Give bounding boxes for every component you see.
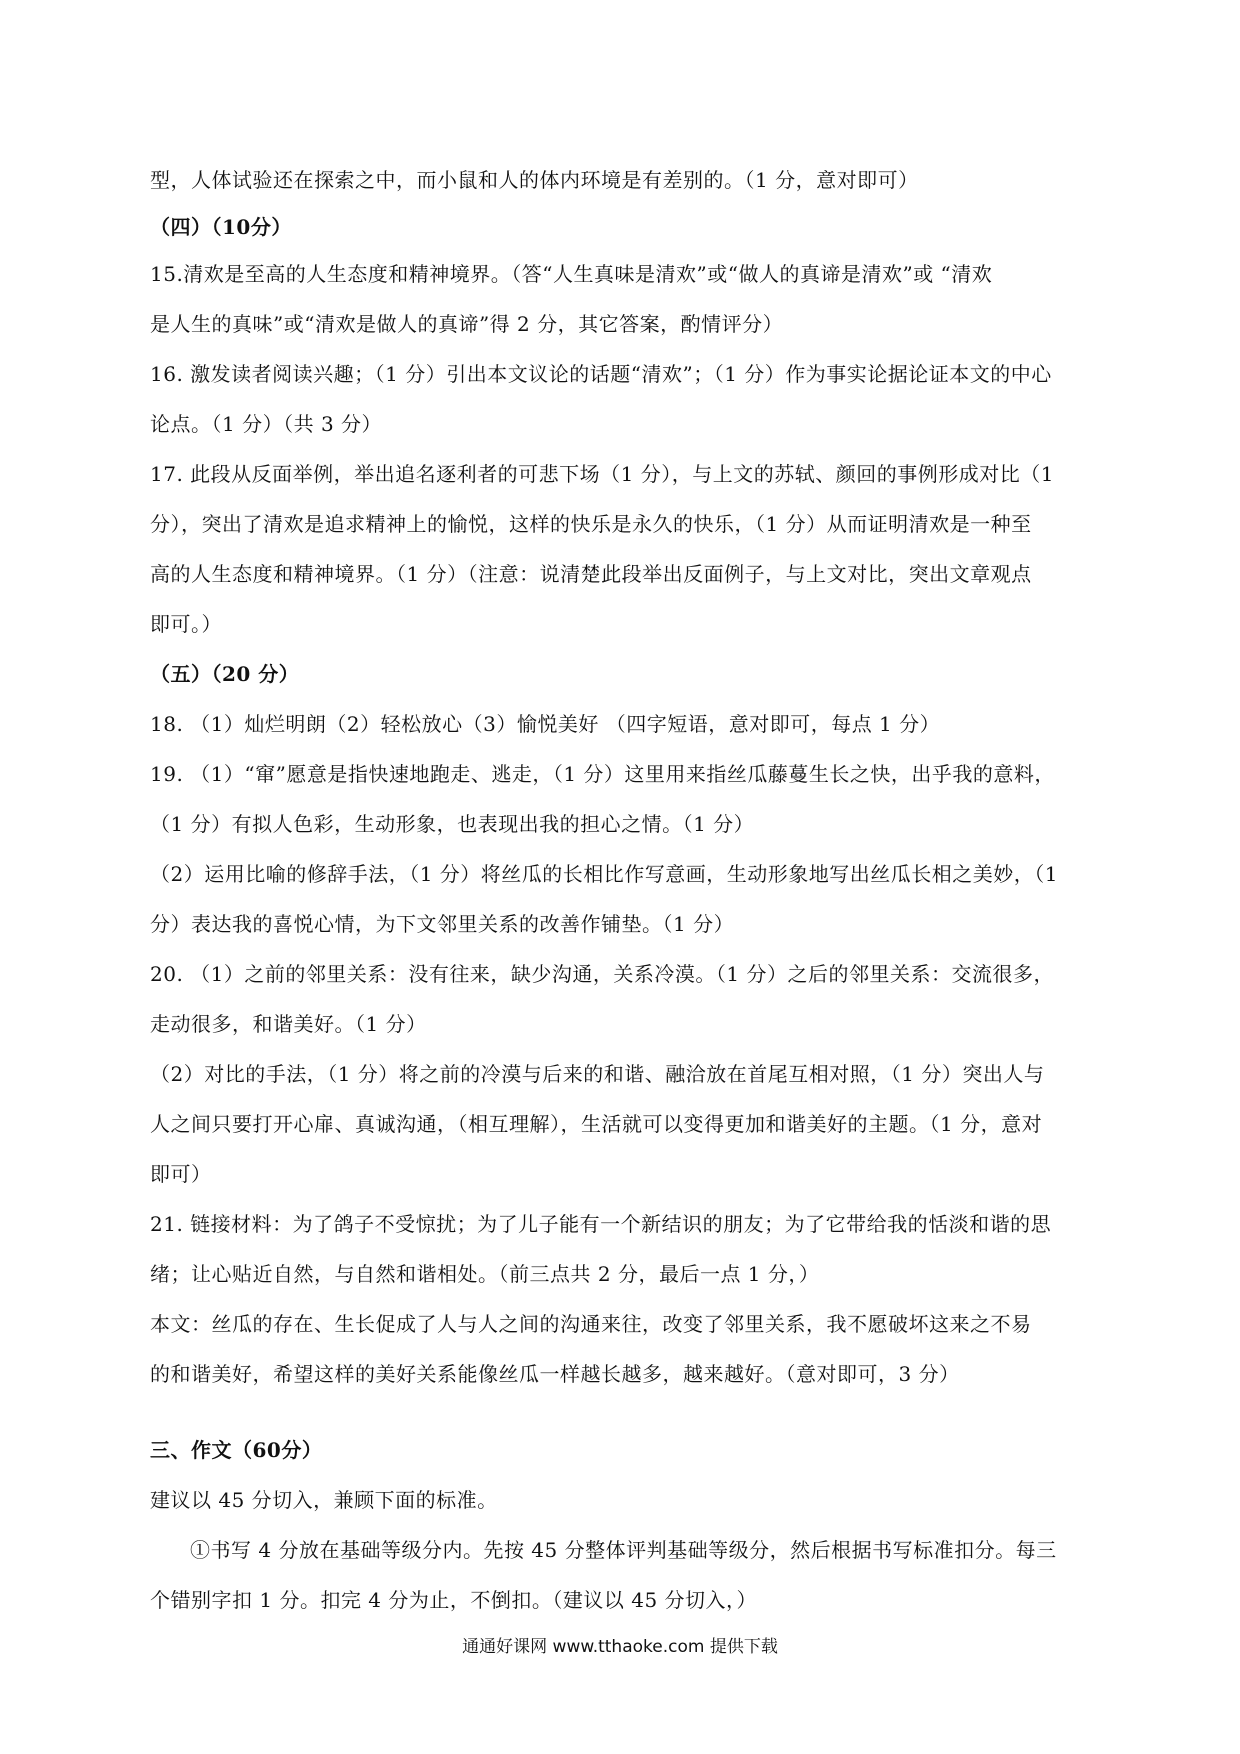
answer-17-line-4: 即可。） xyxy=(150,612,222,636)
answer-19-line-2: （1 分）有拟人色彩，生动形象，也表现出我的担心之情。（1 分） xyxy=(150,812,755,836)
answer-21-line-4: 的和谐美好，希望这样的美好关系能像丝瓜一样越长越多，越来越好。（意对即可，3 分） xyxy=(150,1362,960,1386)
page-footer: 通通好课网 www.tthaoke.com 提供下载 xyxy=(462,1637,778,1657)
text-line: 型，人体试验还在探索之中，而小鼠和人的体内环境是有差别的。（1 分，意对即可） xyxy=(150,168,919,192)
answer-20-line-2: 走动很多，和谐美好。（1 分） xyxy=(150,1012,427,1036)
spacer xyxy=(150,1399,1100,1425)
answer-17-line-1: 17. 此段从反面举例，举出追名逐利者的可悲下场（1 分），与上文的苏轼、颜回的事例形成对比（1 xyxy=(150,462,1054,486)
answer-15-line-2: 是人生的真味”或“清欢是做人的真谛”得 2 分，其它答案，酌情评分） xyxy=(150,312,784,336)
answer-20-line-5: 即可） xyxy=(150,1162,212,1186)
essay-line-3: 个错别字扣 1 分。扣完 4 分为止，不倒扣。（建议以 45 分切入，） xyxy=(150,1588,758,1612)
answer-19-line-4: 分）表达我的喜悦心情，为下文邻里关系的改善作铺垫。（1 分） xyxy=(150,912,735,936)
answer-20-line-1: 20. （1）之前的邻里关系：没有往来，缺少沟通，关系冷漠。（1 分）之后的邻里关系：交流很多， xyxy=(150,962,1054,986)
answer-20-line-3: （2）对比的手法，（1 分）将之前的冷漠与后来的和谐、融洽放在首尾互相对照，（1 分）突出人与 xyxy=(150,1062,1045,1086)
section-heading-4: （四）（10分） xyxy=(150,215,292,239)
section-heading-5: （五）（20 分） xyxy=(150,662,300,686)
essay-line-1: 建议以 45 分切入，兼顾下面的标准。 xyxy=(150,1488,498,1512)
answer-17-line-2: 分），突出了清欢是追求精神上的愉悦，这样的快乐是永久的快乐，（1 分）从而证明清欢是一种至 xyxy=(150,512,1032,536)
answer-18: 18. （1）灿烂明朗（2）轻松放心（3）愉悦美好 （四字短语，意对即可，每点 1 分） xyxy=(150,712,941,736)
answer-21-line-1: 21. 链接材料：为了鸽子不受惊扰；为了儿子能有一个新结识的朋友；为了它带给我的恬淡和谐的思 xyxy=(150,1212,1052,1236)
essay-line-2: ①书写 4 分放在基础等级分内。先按 45 分整体评判基础等级分，然后根据书写标准扣分。每三 xyxy=(190,1538,1057,1562)
answer-19-line-1: 19. （1）“窜”愿意是指快速地跑走、逃走，（1 分）这里用来指丝瓜藤蔓生长之快，出乎我的意料， xyxy=(150,762,1055,786)
answer-21-line-3: 本文：丝瓜的存在、生长促成了人与人之间的沟通来往，改变了邻里关系，我不愿破坏这来之不易 xyxy=(150,1312,1032,1336)
answer-21-line-2: 绪；让心贴近自然，与自然和谐相处。（前三点共 2 分，最后一点 1 分，） xyxy=(150,1262,820,1286)
answer-20-line-4: 人之间只要打开心扉、真诚沟通，（相互理解），生活就可以变得更加和谐美好的主题。（1 分，意对 xyxy=(150,1112,1043,1136)
answer-15-line-1: 15.清欢是至高的人生态度和精神境界。（答“人生真味是清欢”或“做人的真谛是清欢”或 “清欢 xyxy=(150,262,993,286)
answer-17-line-3: 高的人生态度和精神境界。（1 分）（注意：说清楚此段举出反面例子，与上文对比，突出文章观点 xyxy=(150,562,1032,586)
answer-key-page xyxy=(150,155,1100,1625)
answer-19-line-3: （2）运用比喻的修辞手法，（1 分）将丝瓜的长相比作写意画，生动形象地写出丝瓜长相之美妙，（1 xyxy=(150,862,1059,886)
section-heading-essay: 三、作文（60分） xyxy=(150,1438,323,1462)
answer-16-line-1: 16. 激发读者阅读兴趣；（1 分）引出本文议论的话题“清欢”；（1 分）作为事实论据论证本文的中心 xyxy=(150,362,1052,386)
answer-16-line-2: 论点。（1 分）（共 3 分） xyxy=(150,412,383,436)
